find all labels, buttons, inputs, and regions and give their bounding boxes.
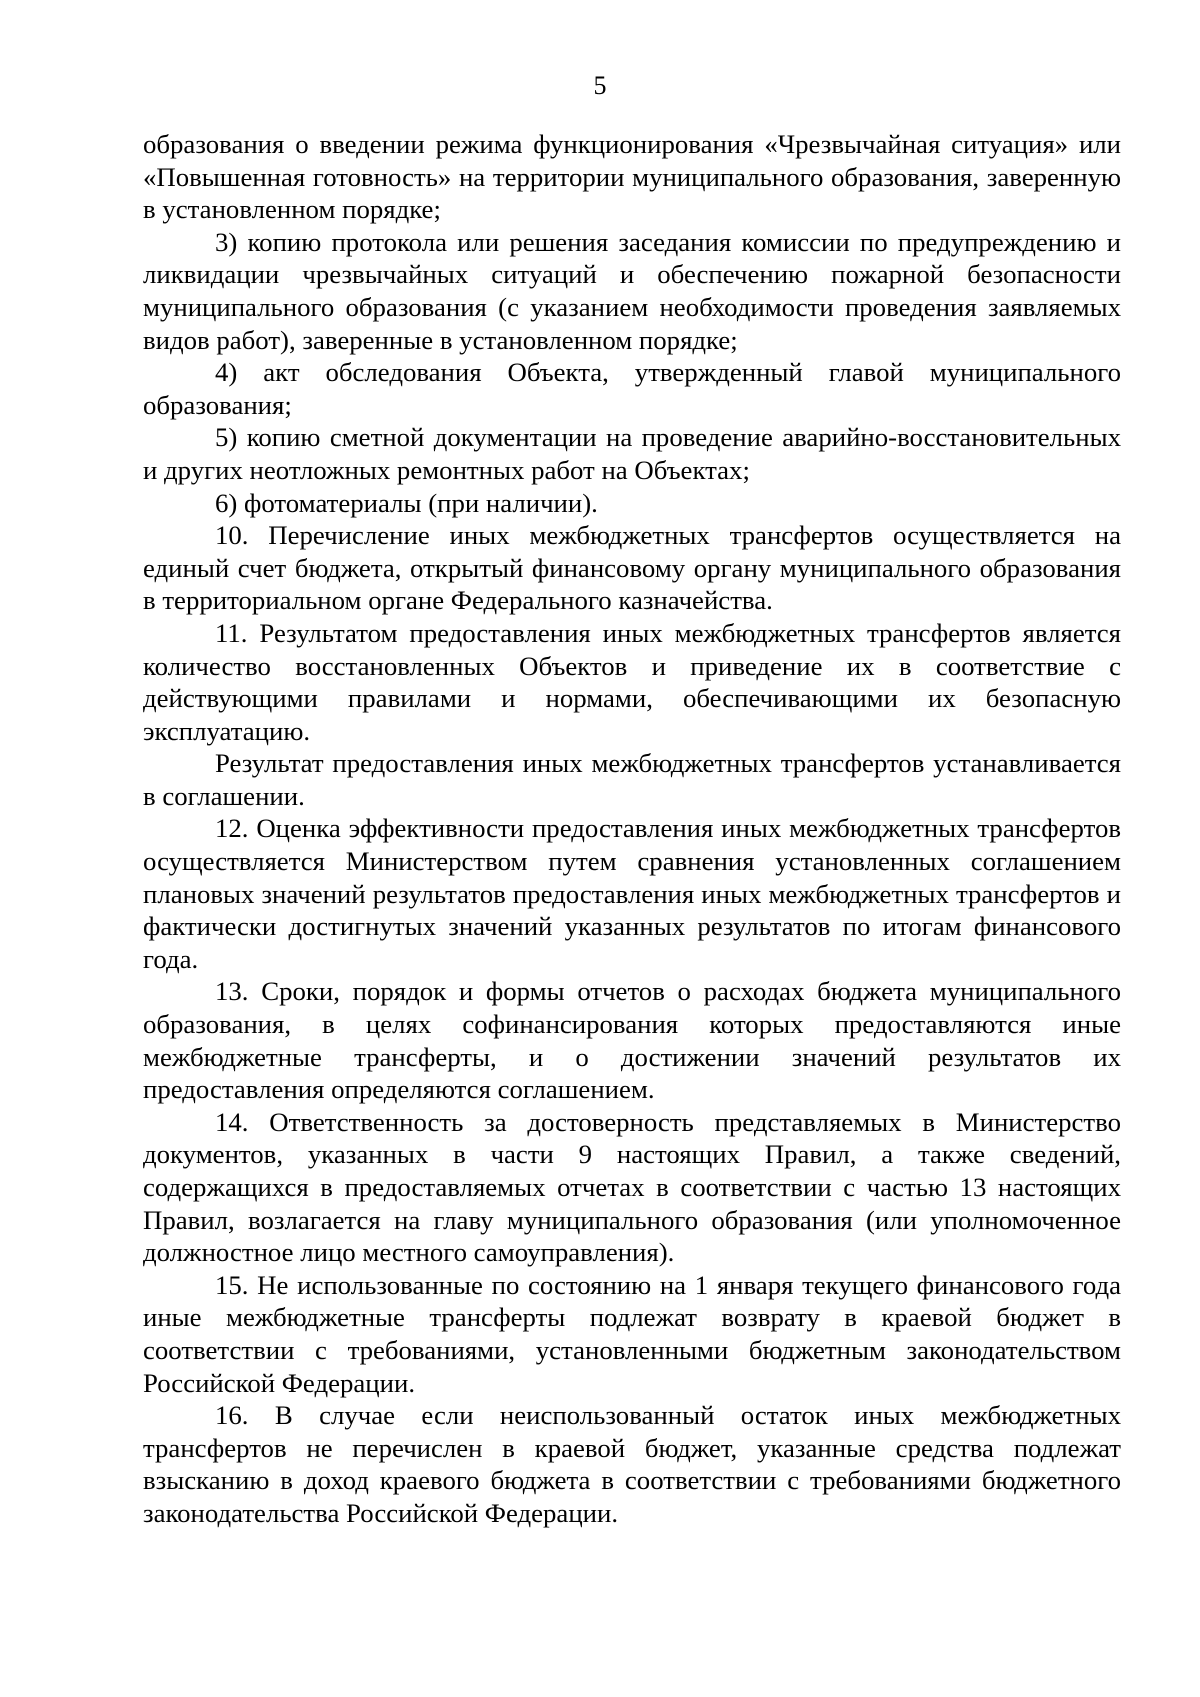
paragraph-section-12: 12. Оценка эффективности предоставления иных межбюджетных трансфертов осуществляется Министерством путем сравнения установленных соглашением плановых значений результатов предоставления иных межбюджетных трансфертов и фактически достигнутых значений указанных результатов по итогам финансового года.: [143, 813, 1121, 974]
paragraph-section-11: 11. Результатом предоставления иных межбюджетных трансфертов является количество восстановленных Объектов и приведение их в соответствие с действующими правилами и нормами, обеспечивающими их безопасную эксплуатацию.: [143, 617, 1121, 746]
page-number: 5: [593, 71, 607, 100]
paragraph-section-16: 16. В случае если неиспользованный остаток иных межбюджетных трансфертов не перечислен в краевой бюджет, указанные средства подлежат взысканию в доход краевого бюджета в соответствии с требованиями бюджетного законодательства Российской Федерации.: [143, 1400, 1121, 1528]
paragraph-item-5: 5) копию сметной документации на проведение аварийно-восстановительных и других неотложных ремонтных работ на Объектах;: [143, 422, 1121, 485]
paragraph-continuation: образования о введении режима функционирования «Чрезвычайная ситуация» или «Повышенная готовность» на территории муниципального образования, заверенную в установленном порядке;: [143, 129, 1121, 225]
document-body: [143, 128, 1121, 1530]
paragraph-item-6: 6) фотоматериалы (при наличии).: [215, 487, 598, 518]
paragraph-section-15: 15. Не использованные по состоянию на 1 января текущего финансового года иные межбюджетные трансферты подлежат возврату в краевой бюджет в соответствии с требованиями, установленными бюджетным законодательством Российской Федерации.: [143, 1269, 1121, 1398]
paragraph-section-11-result: Результат предоставления иных межбюджетных трансфертов устанавливается в соглашении.: [143, 748, 1121, 811]
paragraph-item-4: 4) акт обследования Объекта, утвержденный главой муниципального образования;: [143, 357, 1121, 420]
paragraph-section-10: 10. Перечисление иных межбюджетных трансфертов осуществляется на единый счет бюджета, открытый финансовому органу муниципального образования в территориальном органе Федерального казначейства.: [143, 520, 1121, 616]
paragraph-section-13: 13. Сроки, порядок и формы отчетов о расходах бюджета муниципального образования, в целях софинансирования которых предоставляются иные межбюджетные трансферты, и о достижении значений результатов их предоставления определяются соглашением.: [143, 976, 1121, 1105]
paragraph-section-14: 14. Ответственность за достоверность представляемых в Министерство документов, указанных в части 9 настоящих Правил, а также сведений, содержащихся в предоставляемых отчетах в соответствии с частью 13 настоящих Правил, возлагается на главу муниципального образования (или уполномоченное должностное лицо местного самоуправления).: [143, 1106, 1121, 1268]
paragraph-item-3: 3) копию протокола или решения заседания комиссии по предупреждению и ликвидации чрезвычайных ситуаций и обеспечению пожарной безопасности муниципального образования (с указанием необходимости проведения заявляемых видов работ), заверенные в установленном порядке;: [143, 226, 1121, 355]
